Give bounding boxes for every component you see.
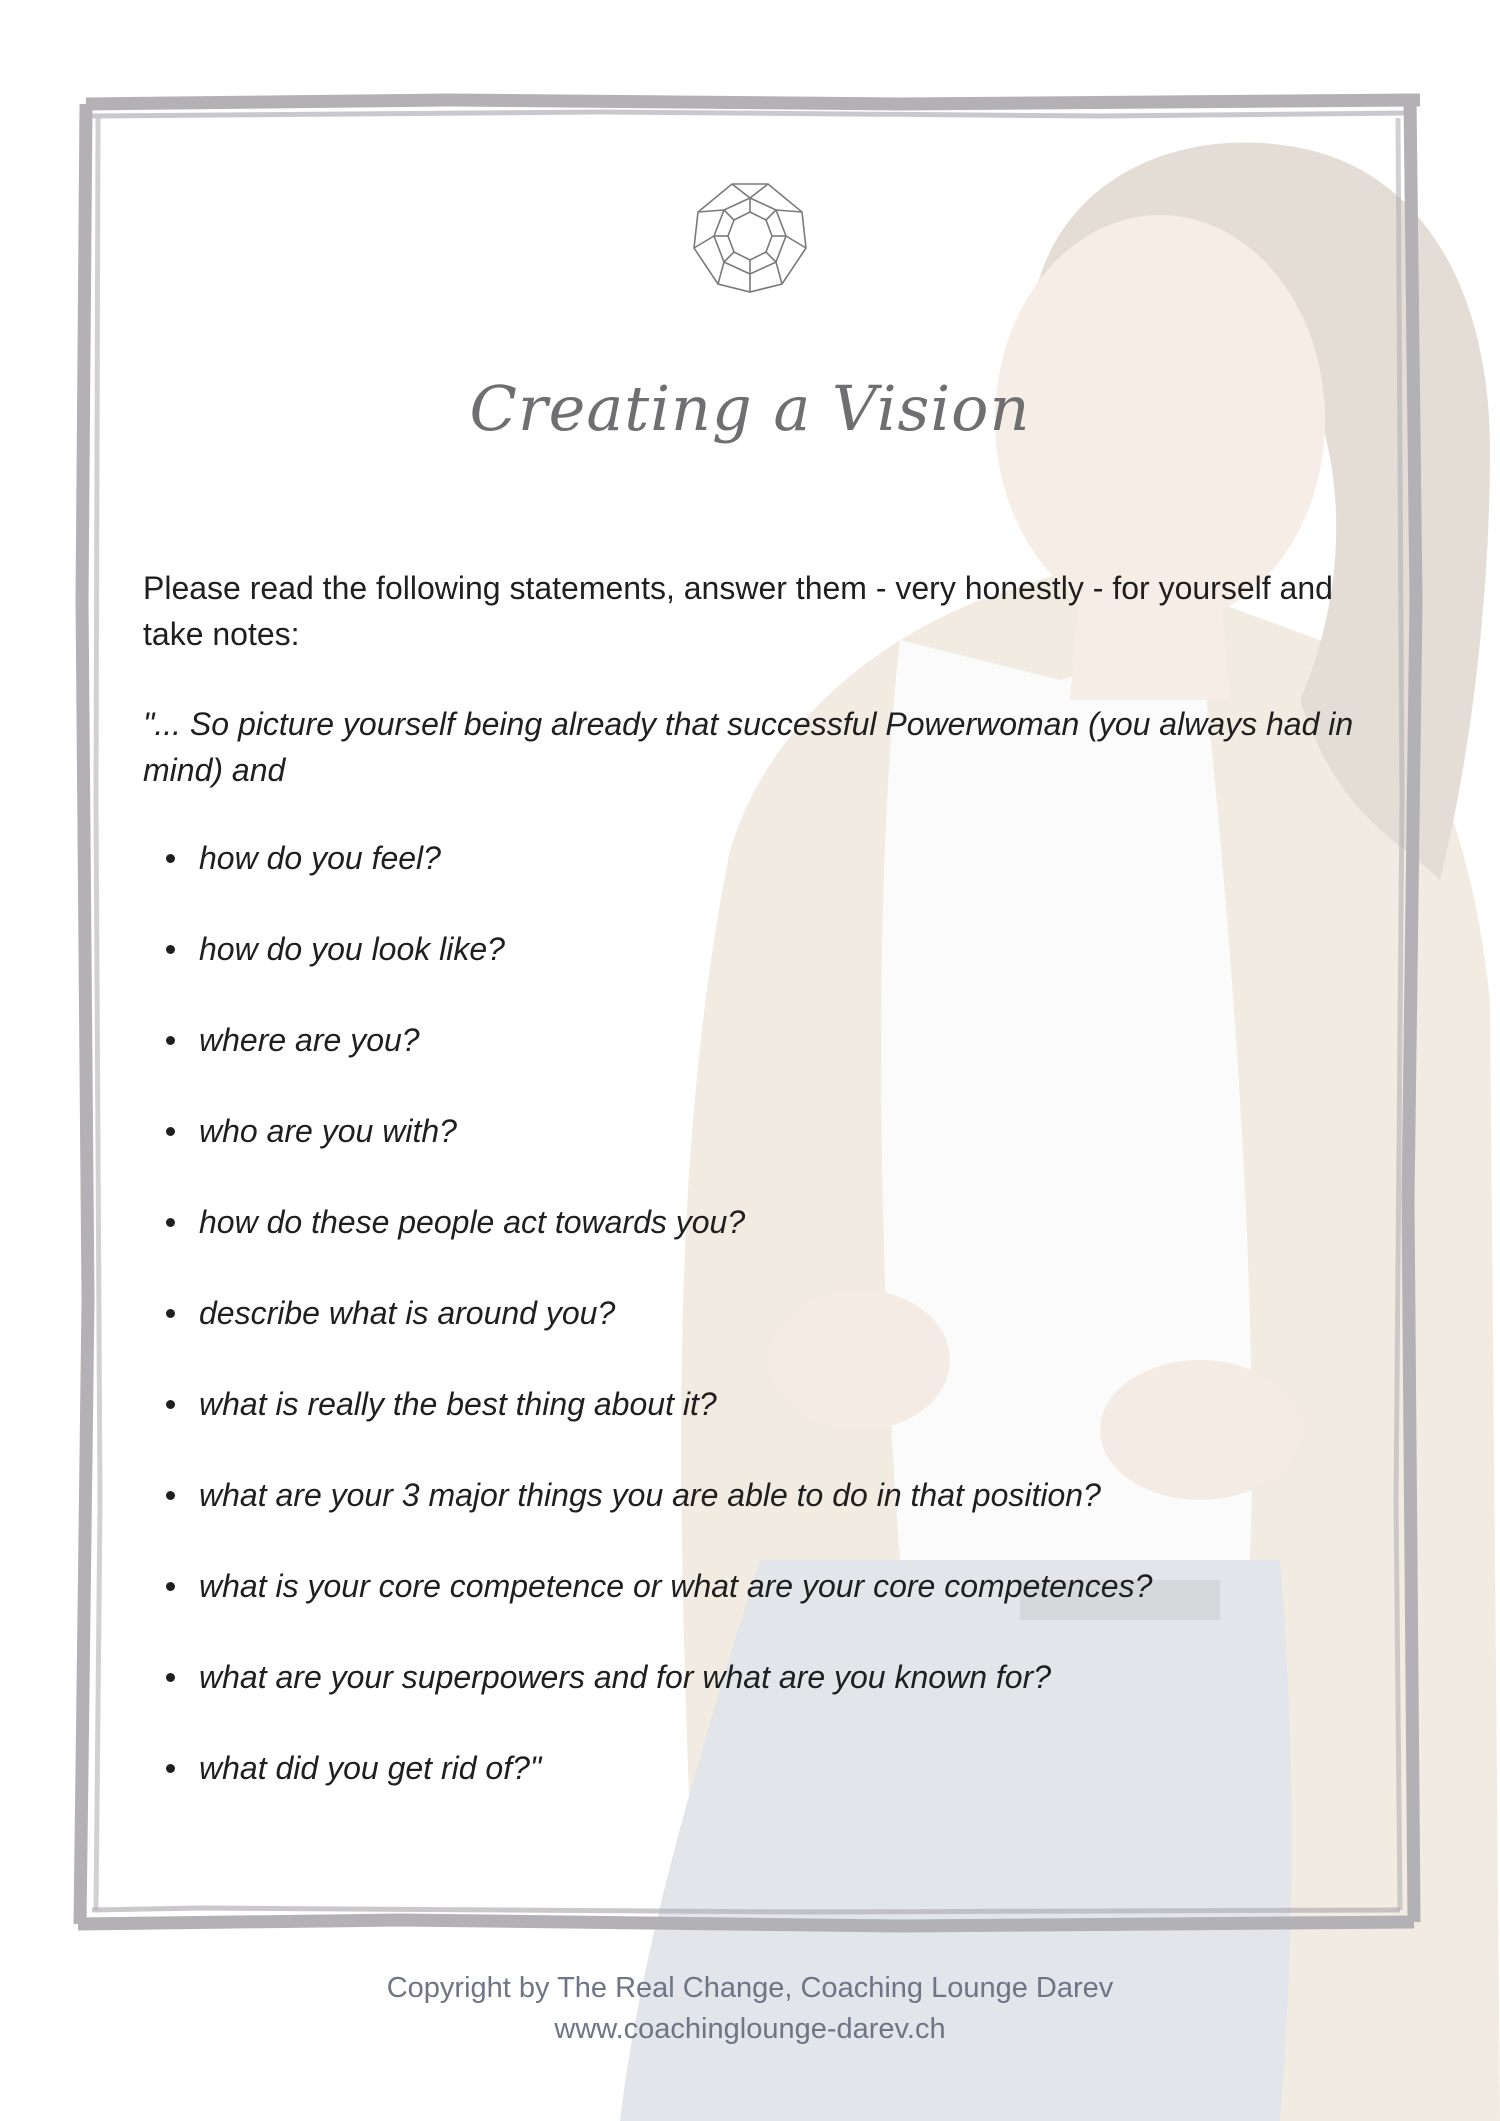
bullet-icon <box>166 1764 175 1773</box>
list-item <box>143 1381 1363 1427</box>
bullet-icon <box>166 1127 175 1136</box>
list-item <box>143 1745 1363 1791</box>
bullet-icon <box>166 1309 175 1318</box>
bullet-icon <box>166 1036 175 1045</box>
question-text: what are your superpowers and for what are you known for? <box>199 1659 1052 1695</box>
list-item <box>143 1654 1363 1700</box>
list-item <box>143 835 1363 881</box>
question-text: what is really the best thing about it? <box>199 1386 717 1422</box>
bullet-icon <box>166 1673 175 1682</box>
document-body <box>143 565 1363 1836</box>
question-text: what is your core competence or what are your core competences? <box>199 1568 1153 1604</box>
bullet-icon <box>166 854 175 863</box>
list-item <box>143 1563 1363 1609</box>
page-footer <box>0 1968 1500 2050</box>
list-item <box>143 1472 1363 1518</box>
question-text: how do you look like? <box>199 931 505 967</box>
bullet-icon <box>166 1491 175 1500</box>
intro-paragraph: Please read the following statements, answer them - very honestly - for yourself and take notes: <box>143 570 1333 652</box>
quote-lead-paragraph: "... So picture yourself being already that successful Powerwoman (you always had in mind) and <box>143 706 1354 788</box>
octagon-gem-icon <box>690 180 810 295</box>
question-text: where are you? <box>199 1022 420 1058</box>
question-text: describe what is around you? <box>199 1295 616 1331</box>
question-text: how do you feel? <box>199 840 441 876</box>
page-title: Creating a Vision <box>469 372 1031 445</box>
list-item <box>143 1017 1363 1063</box>
question-text: who are you with? <box>199 1113 457 1149</box>
question-text: what are your 3 major things you are able to do in that position? <box>199 1477 1101 1513</box>
bullet-icon <box>166 1400 175 1409</box>
question-text: how do these people act towards you? <box>199 1204 746 1240</box>
bullet-icon <box>166 945 175 954</box>
question-list <box>143 835 1363 1791</box>
list-item <box>143 926 1363 972</box>
list-item <box>143 1108 1363 1154</box>
question-text: what did you get rid of?" <box>199 1750 542 1786</box>
bullet-icon <box>166 1218 175 1227</box>
website-link[interactable]: www.coachinglounge-darev.ch <box>554 2013 946 2045</box>
bullet-icon <box>166 1582 175 1591</box>
list-item <box>143 1199 1363 1245</box>
list-item <box>143 1290 1363 1336</box>
copyright-text: Copyright by The Real Change, Coaching Lounge Darev <box>386 1972 1114 2004</box>
